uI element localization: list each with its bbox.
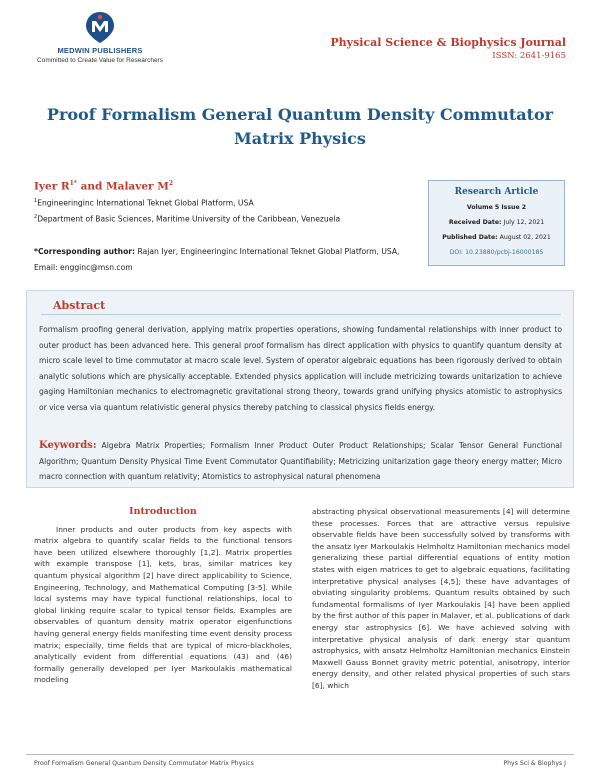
received-date: July 12, 2021 <box>501 219 545 226</box>
journal-info <box>330 36 566 61</box>
affiliation-2-text: Department of Basic Sciences, Maritime University of the Caribbean, Venezuela <box>37 214 341 224</box>
publisher-tagline: Committed to Create Value for Researchers <box>37 57 163 64</box>
corresponding-author-label: *Corresponding author: <box>34 247 136 256</box>
medwin-logo-icon <box>83 10 117 44</box>
corresponding-author <box>34 244 424 276</box>
volume-issue: Volume 5 Issue 2 <box>466 204 527 211</box>
journal-name[interactable]: Physical Science & Biophysics Journal <box>330 36 566 49</box>
intro-paragraph-right: abstracting physical observational measurements [4] will determine these processes. Forces that are attractive versus repulsive observable fields have been successfully solved by transforms with the ansatz Iyer Markoulakis Helmholtz Hamiltonian mechanics model generalizing these partial differential equations of entity motion states with eigen matrices to get to algebraic equations, facilitating interpretative physical analyses [4,5]; these have advantages of obviating singularity problems. Quantum results obtained by such fundamental formalisms of Iyer Markoulakis [4] have been applied by the first author of this paper in Malaver, et al. publications of dark energy star astrophysics [6]. We have achieved solving with interpretative physical analysis of dark energy star quantum astrophysics, with ansatz Helmholtz Hamiltonian mechanics Einstein Maxwell Gauss Bonnet gravity metric potential, anisotropy, interior energy density, and other related physical properties of such stars [6], which <box>312 507 570 690</box>
article-title: Proof Formalism General Quantum Density Commutator Matrix Physics <box>46 105 554 148</box>
author-2-name: and Malaver M <box>76 180 169 193</box>
affiliation-1-text: Engineeringinc International Teknet Global Platform, USA <box>37 198 254 208</box>
abstract-divider <box>41 314 561 315</box>
article-type: Research Article <box>454 187 539 197</box>
introduction-heading: Introduction <box>129 506 197 517</box>
published-date: August 02, 2021 <box>497 234 551 241</box>
corresponding-author-text: Rajan Iyer, Engineeringinc International Teknet Global Platform, USA, Email: engginc@msn.com <box>34 247 400 272</box>
keywords-label: Keywords: <box>39 440 97 451</box>
body-column-left <box>34 506 292 686</box>
abstract-text: Formalism proofing general derivation, applying matrix properties operations, showing fundamental relationships with inner product to outer product has been advanced here. This general proof formalism has direct application with physics to quantify quantum density at micro scale level to time commutator at macro scale level. System of operator algebraic equations has been rigorously derived to obtain analytic solutions which are physically acceptable. Extended physics application will include metricizing towards unitarization to achieve gaging Hamiltonian mechanics to electromagnetic gravitational strong theory, towards grand unifying physics atomistic to astrophysics or vice versa via quantum relativistic general physics thereby patching to classical physics fields energy. <box>39 325 562 412</box>
journal-issn: ISSN: 2641-9165 <box>492 51 566 61</box>
affiliation-2-sup: 2 <box>34 214 38 220</box>
footer-title: Proof Formalism General Quantum Density Commutator Matrix Physics <box>34 760 254 767</box>
author-1-sup: 1* <box>69 180 77 187</box>
body-column-right <box>312 506 570 692</box>
abstract-box <box>26 290 574 488</box>
affiliation-1-sup: 1 <box>34 198 38 204</box>
keywords-text: Algebra Matrix Properties; Formalism Inner Product Outer Product Relationships; Scalar Tensor General Functional Algorithm; Quantum Density Physical Time Event Commutator Quantifiability; Metricizing unitarization gage theory energy matter; Micro macro connection with quantum relativity; Atomistics to astrophysical natural phenomena <box>39 441 562 482</box>
footer-journal-abbrev: Phys Sci & Biophys J <box>503 760 566 767</box>
footer-divider <box>26 754 574 755</box>
doi-link[interactable]: DOI: 10.23880/pcbj-16000185 <box>449 249 544 256</box>
published-label: Published Date: <box>442 234 498 241</box>
author-1-name: Iyer R <box>34 180 70 193</box>
publisher-logo <box>30 10 170 64</box>
received-label: Received Date: <box>448 219 502 226</box>
intro-paragraph-left: Inner products and outer products from key aspects with matrix algebra to quantify scalar fields to the functional tensors have been utilized elsewhere thoroughly [1,2]. Matrix properties with example transpose [1], kets, bras, similar matrices key quantum physical algorithm [2] have direct applicability to Science, Engineering, Technology, and Mathematical Computing [3-5]. While local systems may have typical functional relationships, local to global linking require scalar to typical tensor fields. Examples are observables of quantum density matrix operator eigenfunctions having general energy fields manifesting time event density process matrix; especially, time fields that are typical of micro-blackholes, analytically evident from differential equations (43) and (46) formally generally developed per Iyer Markoulakis mathematical modeling <box>34 524 292 685</box>
affiliation-1 <box>34 198 254 208</box>
affiliation-2 <box>34 214 340 224</box>
author-list <box>34 180 173 193</box>
author-2-sup: 2 <box>168 180 174 187</box>
publisher-name: MEDWIN PUBLISHERS <box>57 46 143 55</box>
abstract-heading: Abstract <box>53 299 106 312</box>
article-info-box <box>428 180 565 266</box>
keywords <box>39 438 562 485</box>
